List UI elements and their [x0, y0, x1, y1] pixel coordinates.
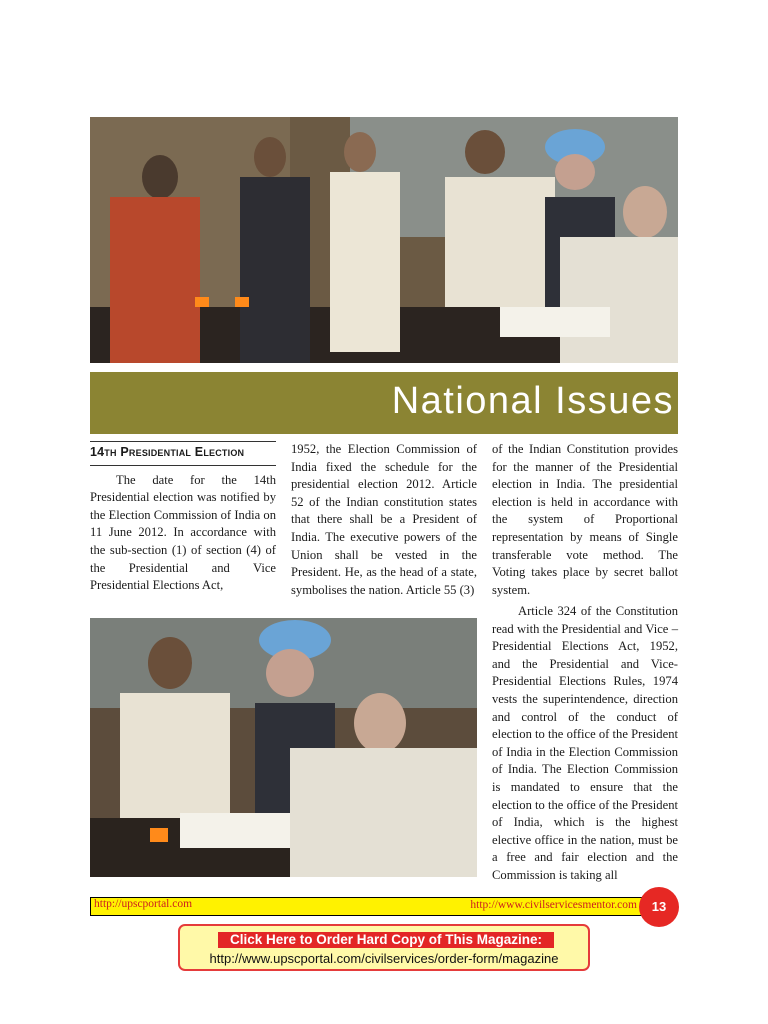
article-column-1	[90, 441, 276, 595]
article-paragraph: of the Indian Constitution provides for the manner of the Presidential election in India. The presidential election is held in accordance with the system of Proportional representation by means of Single transferable vote method. The Voting takes place by secret ballot system.	[492, 442, 678, 597]
order-hard-copy-banner[interactable]	[178, 924, 590, 971]
article-column-3-continued	[492, 603, 678, 885]
article-paragraph: The date for the 14th Presidential election was notified by the Election Commission of India on 11 June 2012. In accordance with the sub-section (1) of section (4) of the Presidential and Vice Presidential Elections Act,	[90, 472, 276, 593]
section-band	[90, 372, 678, 434]
order-form-url[interactable]: http://www.upscportal.com/civilservices/order-form/magazine	[209, 951, 559, 966]
article-column-3	[492, 441, 678, 599]
order-banner-title[interactable]: Click Here to Order Hard Copy of This Magazine:	[218, 932, 554, 948]
article-paragraph: 1952, the Election Commission of India fixed the schedule for the presidential election 2012. Article 52 of the Indian constitution states that there shall be a President of India. The executive powers of the Union shall be vested in the President. He, as the head of a state, symbolises the nation. Article 55 (3)	[291, 442, 477, 597]
upscportal-link[interactable]: http://upscportal.com	[94, 898, 193, 910]
signing-ceremony-photo-middle	[90, 618, 477, 877]
article-column-2	[291, 441, 477, 599]
article-heading: 14th Presidential Election	[90, 441, 276, 466]
signing-ceremony-photo-top	[90, 117, 678, 363]
article-paragraph: Article 324 of the Constitution read with the Presidential and Vice –Presidential Elections Act, 1952, and the Presidential and Vice-Presidential Elections Rules, 1974 vests the superintendence, direction and control of the conduct of election to the office of the President of India in the Election Commission of India. The Election Commission is mandated to ensure that the election to the office of the President of India, which is the highest elective office in the nation, must be a free and fair election and the Commission is taking all	[492, 604, 678, 882]
footer-strip	[90, 897, 652, 916]
civilservicesmentor-link[interactable]: http://www.civilservicesmentor.com	[470, 899, 637, 911]
section-title: National Issues	[391, 380, 674, 422]
page-number-badge: 13	[639, 887, 679, 927]
